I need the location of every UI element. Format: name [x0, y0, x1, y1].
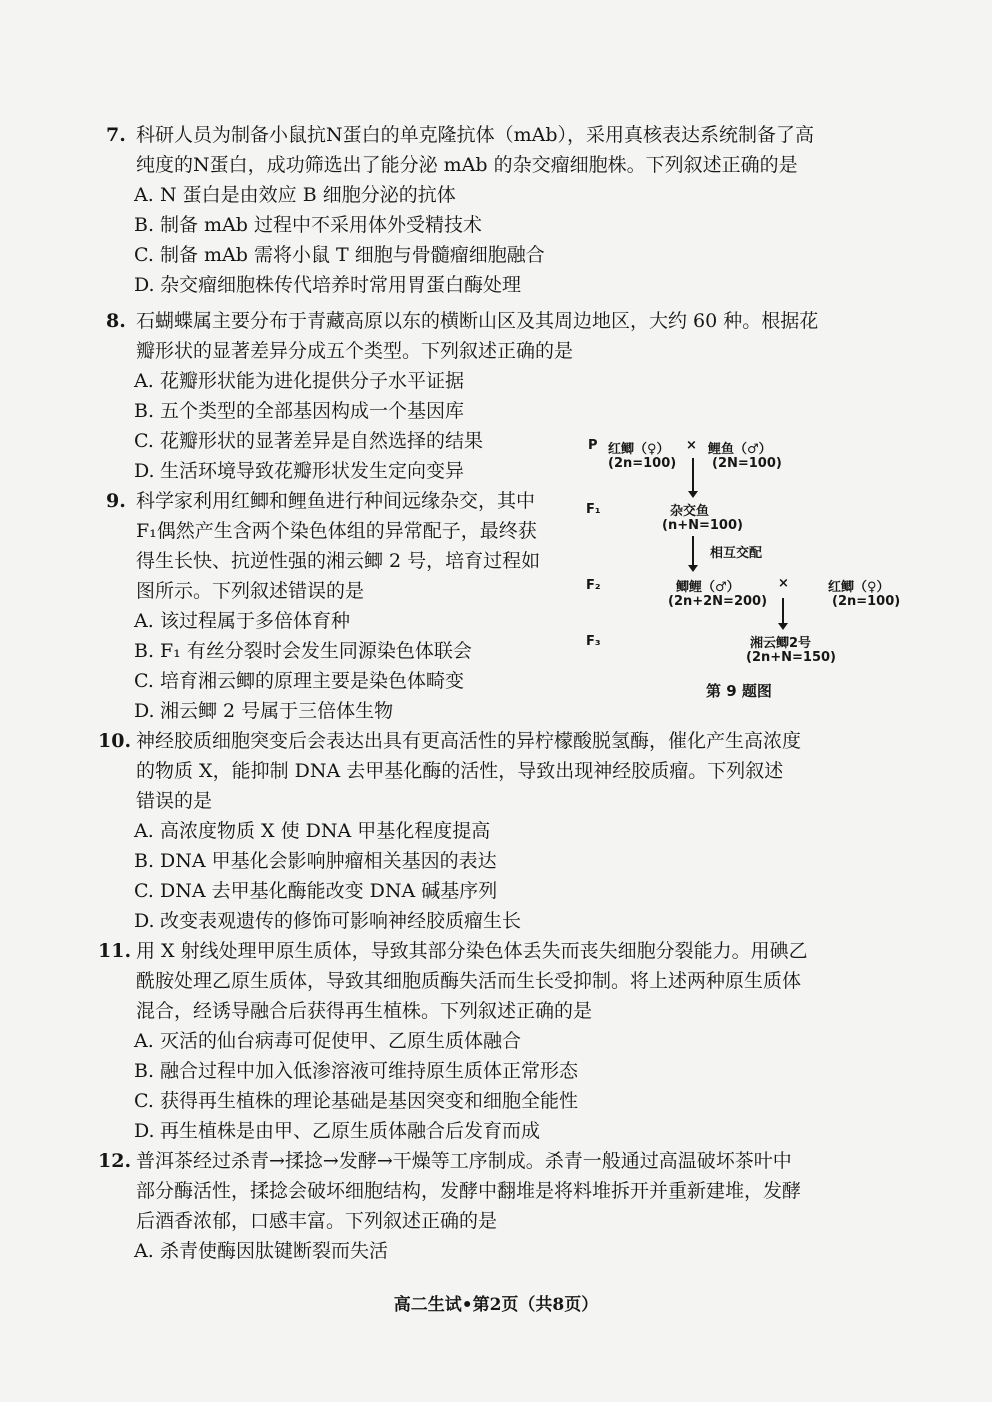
- generation-p-label: P: [588, 438, 598, 453]
- question-stem: [106, 336, 876, 366]
- generation-f1-label: F₁: [586, 502, 601, 517]
- option-letter: C.: [134, 1090, 154, 1112]
- stem-line: 后酒香浓郁，口感丰富。下列叙述正确的是: [136, 1210, 498, 1232]
- option-text: 再生植株是由甲、乙原生质体融合后发育而成: [160, 1120, 541, 1142]
- f3-xiangyun-crucian: 湘云鲫2号: [750, 636, 812, 651]
- option-letter: C.: [134, 244, 154, 266]
- stem-line: 纯度的N蛋白，成功筛选出了能分泌 mAb 的杂交瘤细胞株。下列叙述正确的是: [136, 154, 798, 176]
- cross-symbol: ×: [686, 438, 697, 453]
- option-letter: B.: [134, 214, 155, 236]
- stem-line: 的物质 X，能抑制 DNA 去甲基化酶的活性，导致出现神经胶质瘤。下列叙述: [136, 760, 784, 782]
- stem-line: 部分酶活性，揉捻会破坏细胞结构，发酵中翻堆是将料堆拆开并重新建堆，发酵: [136, 1180, 802, 1202]
- option-letter: C.: [134, 880, 154, 902]
- stem-line: F₁偶然产生含两个染色体组的异常配子，最终获: [136, 520, 537, 542]
- option-text: 该过程属于多倍体育种: [160, 610, 351, 632]
- question-12: [98, 1146, 876, 1266]
- arrow-f1-to-f2: [692, 536, 694, 566]
- option-a: [106, 606, 576, 636]
- p-female-parent: 红鲫（♀）: [608, 442, 670, 457]
- option-letter: B.: [134, 1060, 155, 1082]
- option-c: [106, 1086, 876, 1116]
- option-b: [106, 210, 876, 240]
- f1-hybrid: 杂交鱼: [670, 504, 710, 519]
- stem-line: 科学家利用红鲫和鲤鱼进行种间远缘杂交，其中: [136, 490, 536, 512]
- option-b: [106, 846, 876, 876]
- option-letter: B.: [134, 400, 155, 422]
- option-letter: D.: [134, 1120, 155, 1142]
- stem-line: 科研人员为制备小鼠抗N蛋白的单克隆抗体（mAb），采用真核表达系统制备了高: [136, 124, 815, 146]
- question-stem: [98, 726, 876, 756]
- option-letter: A.: [134, 610, 154, 632]
- option-letter: A.: [134, 1240, 154, 1262]
- p-male-chromosomes: (2N=100): [712, 456, 782, 471]
- stem-line: 神经胶质细胞突变后会表达出具有更高活性的异柠檬酸脱氢酶，催化产生高浓度: [136, 730, 802, 752]
- question-10: [98, 726, 876, 936]
- option-text: 花瓣形状能为进化提供分子水平证据: [160, 370, 465, 392]
- question-number: 9.: [106, 490, 126, 512]
- p-male-parent: 鲤鱼（♂）: [708, 442, 772, 457]
- option-text: DNA 去甲基化酶能改变 DNA 碱基序列: [160, 880, 498, 902]
- breeding-diagram: [580, 430, 910, 710]
- stem-line: 用 X 射线处理甲原生质体，导致其部分染色体丢失而丧失细胞分裂能力。用碘乙: [136, 940, 808, 962]
- mating-label: 相互交配: [710, 546, 763, 561]
- question-stem: [106, 786, 876, 816]
- question-stem: [106, 306, 876, 336]
- option-letter: D.: [134, 460, 155, 482]
- option-text: 培育湘云鲫的原理主要是染色体畸变: [160, 670, 465, 692]
- f1-chromosomes: (n+N=100): [662, 518, 743, 533]
- stem-line: 瓣形状的显著差异分成五个类型。下列叙述正确的是: [136, 340, 574, 362]
- question-stem: [106, 1206, 876, 1236]
- stem-line: 酰胺处理乙原生质体，导致其细胞质酶失活而生长受抑制。将上述两种原生质体: [136, 970, 802, 992]
- question-9: [106, 486, 576, 726]
- question-stem: [106, 486, 576, 516]
- option-text: 生活环境导致花瓣形状发生定向变异: [160, 460, 465, 482]
- option-text: 杀青使酶因肽键断裂而失活: [160, 1240, 389, 1262]
- question-7: [106, 120, 876, 300]
- f2-male-chromosomes: (2n+2N=200): [668, 594, 768, 609]
- option-c: [106, 666, 576, 696]
- option-text: 湘云鲫 2 号属于三倍体生物: [160, 700, 394, 722]
- question-number: 7.: [106, 124, 126, 146]
- option-d: [106, 270, 876, 300]
- option-letter: C.: [134, 670, 154, 692]
- option-text: 融合过程中加入低渗溶液可维持原生质体正常形态: [160, 1060, 579, 1082]
- arrow-p-to-f1: [692, 458, 694, 492]
- option-text: 获得再生植株的理论基础是基因突变和细胞全能性: [160, 1090, 579, 1112]
- p-female-chromosomes: (2n=100): [608, 456, 677, 471]
- option-a: [106, 1236, 876, 1266]
- option-letter: D.: [134, 274, 155, 296]
- option-letter: A.: [134, 820, 154, 842]
- option-a: [106, 366, 876, 396]
- option-text: 杂交瘤细胞株传代培养时常用胃蛋白酶处理: [160, 274, 522, 296]
- question-stem: [106, 120, 876, 150]
- option-text: 高浓度物质 X 使 DNA 甲基化程度提高: [160, 820, 491, 842]
- option-text: 灭活的仙台病毒可促使甲、乙原生质体融合: [160, 1030, 522, 1052]
- question-number: 12.: [98, 1150, 132, 1172]
- option-a: [106, 1026, 876, 1056]
- option-letter: C.: [134, 430, 154, 452]
- f2-male: 鲫鲤（♂）: [676, 580, 740, 595]
- option-text: 改变表观遗传的修饰可影响神经胶质瘤生长: [160, 910, 522, 932]
- option-b: [106, 636, 576, 666]
- question-stem: [106, 966, 876, 996]
- question-stem: [98, 936, 876, 966]
- option-c: [106, 240, 876, 270]
- option-letter: D.: [134, 910, 155, 932]
- stem-line: 石蝴蝶属主要分布于青藏高原以东的横断山区及其周边地区，大约 60 种。根据花: [136, 310, 819, 332]
- stem-line: 得生长快、抗逆性强的湘云鲫 2 号，培育过程如: [136, 550, 541, 572]
- question-number: 11.: [98, 940, 132, 962]
- option-d: [106, 1116, 876, 1146]
- cross-symbol-f2: ×: [778, 576, 789, 591]
- option-letter: A.: [134, 1030, 154, 1052]
- generation-f3-label: F₃: [586, 634, 601, 649]
- question-stem: [106, 516, 576, 546]
- option-d: [106, 906, 876, 936]
- stem-line: 图所示。下列叙述错误的是: [136, 580, 365, 602]
- option-text: 制备 mAb 需将小鼠 T 细胞与骨髓瘤细胞融合: [160, 244, 545, 266]
- question-stem: [106, 996, 876, 1026]
- option-text: 花瓣形状的显著差异是自然选择的结果: [160, 430, 484, 452]
- option-text: DNA 甲基化会影响肿瘤相关基因的表达: [160, 850, 497, 872]
- option-a: [106, 816, 876, 846]
- option-letter: B.: [134, 640, 155, 662]
- option-b: [106, 1056, 876, 1086]
- option-b: [106, 396, 876, 426]
- option-c: [106, 876, 876, 906]
- option-d: [106, 696, 576, 726]
- question-11: [98, 936, 876, 1146]
- option-text: 制备 mAb 过程中不采用体外受精技术: [160, 214, 482, 236]
- f2-female-chromosomes: (2n=100): [832, 594, 901, 609]
- question-stem: [106, 576, 576, 606]
- figure-caption: 第 9 题图: [706, 682, 772, 700]
- option-text: 五个类型的全部基因构成一个基因库: [160, 400, 465, 422]
- option-letter: B.: [134, 850, 155, 872]
- stem-line: 混合，经诱导融合后获得再生植株。下列叙述正确的是: [136, 1000, 593, 1022]
- page-footer: 高二生试•第2页（共8页）: [393, 1295, 599, 1315]
- question-stem: [106, 756, 876, 786]
- option-letter: A.: [134, 370, 154, 392]
- stem-line: 错误的是: [136, 790, 213, 812]
- option-letter: A.: [134, 184, 154, 206]
- question-stem: [106, 1176, 876, 1206]
- f2-female: 红鲫（♀）: [828, 580, 890, 595]
- option-text: F₁ 有丝分裂时会发生同源染色体联会: [160, 640, 472, 662]
- question-stem: [106, 546, 576, 576]
- stem-line: 普洱茶经过杀青→揉捻→发酵→干燥等工序制成。杀青一般通过高温破坏茶叶中: [136, 1150, 792, 1172]
- question-number: 10.: [98, 730, 132, 752]
- question-stem: [98, 1146, 876, 1176]
- option-text: N 蛋白是由效应 B 细胞分泌的抗体: [160, 184, 456, 206]
- option-letter: D.: [134, 700, 155, 722]
- generation-f2-label: F₂: [586, 578, 601, 593]
- f3-chromosomes: (2n+N=150): [746, 650, 836, 665]
- question-number: 8.: [106, 310, 126, 332]
- question-stem: [106, 150, 876, 180]
- option-a: [106, 180, 876, 210]
- arrow-f2-to-f3: [782, 598, 784, 624]
